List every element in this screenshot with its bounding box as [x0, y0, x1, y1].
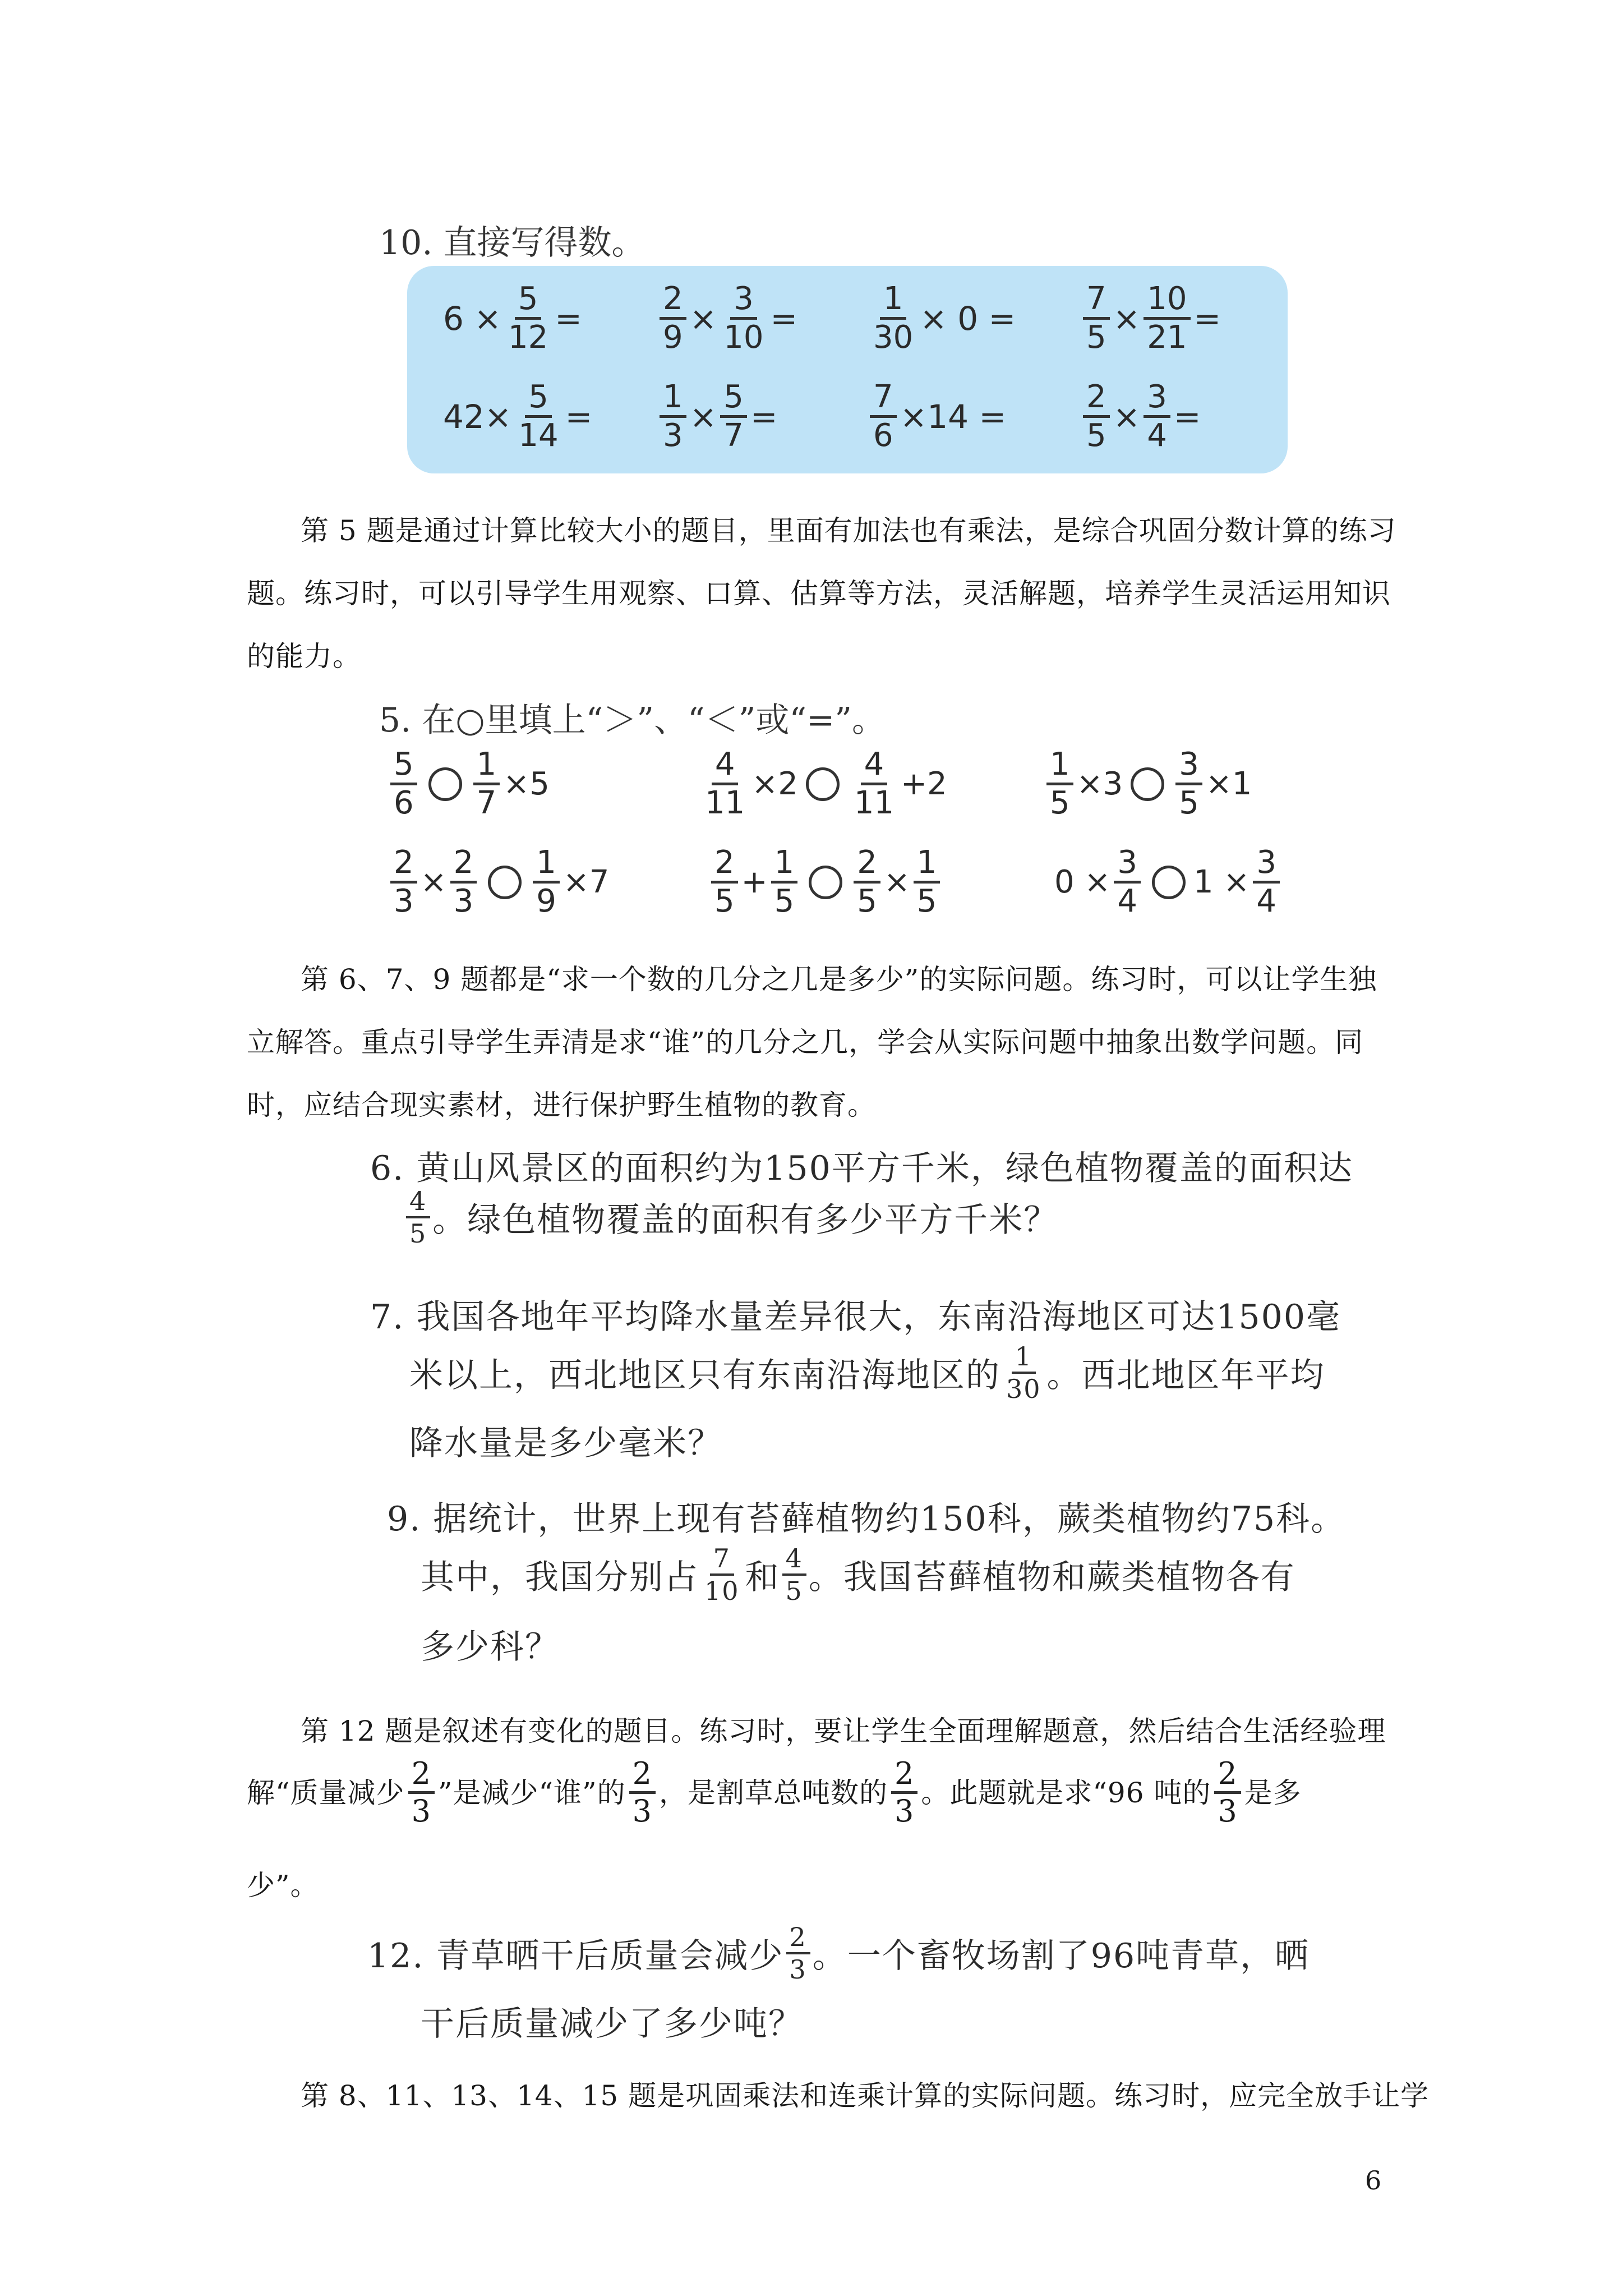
- operator: +: [741, 864, 768, 900]
- numerator: 1: [771, 847, 798, 884]
- ex10-r1-c: [866, 280, 1016, 356]
- expr-text: =: [1173, 397, 1201, 436]
- fraction: [1114, 844, 1141, 919]
- fraction: [406, 1186, 430, 1249]
- fraction: [1083, 381, 1110, 452]
- fraction: [450, 844, 477, 919]
- fraction: [1175, 746, 1202, 821]
- fraction: [720, 280, 767, 356]
- numerator: 1: [533, 847, 560, 884]
- fraction: [1214, 1756, 1241, 1829]
- denominator: 3: [411, 1793, 431, 1829]
- ex5-r1-a: [387, 746, 550, 821]
- numerator: 3: [1114, 847, 1141, 884]
- numerator: 3: [1253, 847, 1280, 884]
- page-number: 6: [1365, 2165, 1382, 2196]
- problem-text: 。绿色植物覆盖的面积有多少平方千米？: [432, 1200, 1059, 1240]
- numerator: 5: [525, 381, 552, 418]
- denominator: 30: [873, 319, 914, 356]
- expr-text: =: [565, 397, 593, 436]
- problem-text: 其中，我国分别占: [421, 1558, 699, 1597]
- fraction: [870, 280, 916, 356]
- compare-circle[interactable]: [428, 767, 462, 801]
- fraction: [854, 844, 880, 919]
- fraction: [660, 381, 686, 452]
- numerator: 7: [870, 381, 897, 418]
- numerator: 2: [408, 1759, 435, 1794]
- compare-circle[interactable]: [809, 866, 842, 899]
- paragraph-line: 第 12 题是叙述有变化的题目。练习时，要让学生全面理解题意，然后结合生活经验理: [301, 1715, 1386, 1747]
- numerator: 1: [914, 847, 940, 884]
- problem-7-line-1: 7. 我国各地年平均降水量差异很大，东南沿海地区可达1500毫: [370, 1297, 1341, 1337]
- ex10-r1-d: [1080, 280, 1221, 356]
- fraction: [1253, 844, 1280, 919]
- fraction: [701, 1545, 743, 1604]
- fraction: [782, 1545, 806, 1604]
- fraction: [390, 844, 417, 919]
- numerator: 1: [473, 749, 500, 785]
- denominator: 3: [1218, 1793, 1238, 1829]
- problem-text: 。西北地区年平均: [1046, 1356, 1325, 1395]
- ex10-r1-b: [656, 280, 798, 356]
- denominator: 3: [894, 1793, 915, 1829]
- problem-9-line-1: 9. 据统计，世界上现有苔藓植物约150科，蕨类植物约75科。: [387, 1499, 1346, 1539]
- fraction: [891, 1756, 917, 1829]
- denominator: 4: [1117, 883, 1137, 919]
- compare-circle[interactable]: [488, 866, 522, 899]
- numerator: 4: [712, 749, 739, 785]
- paragraph-line: 立解答。重点引导学生弄清是求“谁”的几分之几，学会从实际问题中抽象出数学问题。同: [247, 1026, 1364, 1059]
- numerator: 2: [660, 283, 686, 320]
- operator: ×: [689, 397, 717, 436]
- problem-9-line-2: [421, 1545, 1295, 1604]
- numerator: 2: [1083, 381, 1110, 418]
- problem-text: 12. 青草晒干后质量会减少: [367, 1936, 784, 1976]
- fraction: [771, 844, 798, 919]
- paragraph-text: 解“质量减少: [247, 1776, 405, 1809]
- expr-text: 6 ×: [443, 299, 501, 338]
- operator: ×: [420, 864, 447, 900]
- expr-text: =: [1193, 299, 1221, 338]
- denominator: 6: [873, 417, 893, 454]
- expr-text: ×2: [751, 766, 798, 802]
- numerator: 2: [390, 847, 417, 884]
- fraction: [1003, 1343, 1045, 1402]
- paragraph-line: 时，应结合现实素材，进行保护野生植物的教育。: [247, 1089, 876, 1121]
- operator: ×: [1113, 397, 1141, 436]
- numerator: 5: [720, 381, 747, 418]
- fraction: [390, 746, 417, 821]
- fraction: [870, 381, 897, 452]
- ex10-r1-a: [443, 280, 582, 356]
- paragraph-text: 是多: [1244, 1776, 1302, 1809]
- problem-7-line-2: [409, 1343, 1325, 1402]
- paragraph-line: 第 5 题是通过计算比较大小的题目，里面有加法也有乘法，是综合巩固分数计算的练习: [301, 514, 1396, 547]
- paragraph-line: 题。练习时，可以引导学生用观察、口算、估算等方法，灵活解题，培养学生灵活运用知识: [247, 577, 1391, 610]
- fraction: [914, 844, 940, 919]
- denominator: 10: [704, 1576, 740, 1606]
- denominator: 3: [789, 1954, 807, 1985]
- fraction: [851, 746, 897, 821]
- paragraph-line: 第 6、7、9 题都是“求一个数的几分之几是多少”的实际问题。练习时，可以让学生独: [301, 963, 1377, 996]
- denominator: 5: [774, 883, 795, 919]
- fraction: [720, 381, 747, 452]
- numerator: 10: [1144, 283, 1190, 320]
- ex5-r2-a: [387, 844, 610, 919]
- denominator: 5: [409, 1218, 427, 1249]
- denominator: 14: [518, 417, 559, 454]
- problem-7-line-3: 降水量是多少毫米？: [409, 1424, 722, 1463]
- numerator: 2: [711, 847, 738, 884]
- denominator: 6: [394, 785, 414, 821]
- problem-text: 。一个畜牧场割了96吨青草，晒: [812, 1936, 1310, 1976]
- paragraph-text: ，是割草总吨数的: [658, 1776, 888, 1809]
- paragraph-line: 第 8、11、13、14、15 题是巩固乘法和连乘计算的实际问题。练习时，应完全放手让学: [301, 2079, 1430, 2112]
- exercise-10-title: 10. 直接写得数。: [379, 223, 645, 263]
- expr-text: 0 ×: [1054, 864, 1111, 900]
- denominator: 7: [476, 785, 497, 821]
- fraction: [660, 280, 686, 356]
- denominator: 21: [1147, 319, 1187, 356]
- compare-circle[interactable]: [1152, 866, 1186, 899]
- denominator: 5: [1086, 319, 1106, 356]
- expr-text: =: [770, 299, 798, 338]
- paragraph-line: 少”。: [247, 1869, 319, 1902]
- ex5-r2-b: [708, 844, 943, 919]
- numerator: 1: [880, 283, 907, 320]
- denominator: 5: [857, 883, 877, 919]
- expr-text: 1 ×: [1193, 864, 1250, 900]
- paragraph-text: ”是减少“谁”的: [437, 1776, 626, 1809]
- denominator: 9: [663, 319, 683, 356]
- problem-text: 和: [745, 1558, 780, 1597]
- denominator: 10: [723, 319, 764, 356]
- operator: ×: [689, 299, 717, 338]
- paragraph-line: 的能力。: [247, 640, 361, 673]
- denominator: 5: [714, 883, 735, 919]
- denominator: 5: [1179, 785, 1199, 821]
- ex5-r1-c: [1043, 746, 1252, 821]
- denominator: 3: [632, 1793, 652, 1829]
- fraction: [473, 746, 500, 821]
- denominator: 4: [1256, 883, 1276, 919]
- fraction: [1144, 280, 1190, 356]
- fraction: [711, 844, 738, 919]
- expr-text: ×1: [1205, 766, 1252, 802]
- numerator: 2: [786, 1924, 810, 1954]
- fraction: [702, 746, 748, 821]
- fraction: [786, 1922, 810, 1985]
- problem-9-line-3: 多少科？: [421, 1627, 560, 1667]
- expr-text: +2: [901, 766, 947, 802]
- numerator: 5: [390, 749, 417, 785]
- ex10-r2-b: [656, 381, 778, 452]
- numerator: 7: [1083, 283, 1110, 320]
- ex10-r2-c: [866, 381, 1006, 452]
- denominator: 3: [453, 883, 474, 919]
- numerator: 4: [406, 1188, 430, 1218]
- expr-text: × 0 =: [920, 299, 1016, 338]
- denominator: 5: [1050, 785, 1070, 821]
- denominator: 11: [705, 785, 745, 821]
- operator: ×: [883, 864, 910, 900]
- expr-text: =: [555, 299, 582, 338]
- ex5-r1-b: [698, 746, 947, 821]
- expr-text: ×7: [562, 864, 610, 900]
- denominator: 9: [536, 883, 556, 919]
- numerator: 4: [861, 749, 888, 785]
- numerator: 3: [1144, 381, 1170, 418]
- numerator: 2: [1214, 1759, 1241, 1794]
- numerator: 7: [710, 1545, 734, 1576]
- ex10-r2-d: [1080, 381, 1201, 452]
- problem-6-line-2: [404, 1186, 1059, 1249]
- numerator: 4: [782, 1545, 806, 1576]
- denominator: 5: [785, 1576, 803, 1606]
- problem-text: 。我国苔藓植物和蕨类植物各有: [808, 1558, 1295, 1597]
- denominator: 3: [394, 883, 414, 919]
- numerator: 3: [730, 283, 757, 320]
- numerator: 3: [1175, 749, 1202, 785]
- ex5-r2-c: [1054, 844, 1283, 919]
- problem-12-line-1: [367, 1922, 1310, 1985]
- denominator: 5: [1086, 417, 1106, 454]
- numerator: 1: [1012, 1343, 1036, 1374]
- expr-text: ×3: [1076, 766, 1123, 802]
- denominator: 12: [508, 319, 548, 356]
- numerator: 2: [450, 847, 477, 884]
- expr-text: 42×: [443, 397, 512, 436]
- expr-text: ×5: [503, 766, 550, 802]
- numerator: 5: [515, 283, 542, 320]
- compare-circle[interactable]: [1131, 767, 1164, 801]
- paragraph-line: [247, 1756, 1302, 1829]
- problem-text: 米以上，西北地区只有东南沿海地区的: [409, 1356, 1000, 1395]
- fraction: [408, 1756, 435, 1829]
- numerator: 1: [660, 381, 686, 418]
- problem-6-line-1: 6. 黄山风景区的面积约为150平方千米，绿色植物覆盖的面积达: [370, 1149, 1353, 1188]
- expr-text: ×14 =: [900, 397, 1007, 436]
- denominator: 5: [916, 883, 937, 919]
- fraction: [533, 844, 560, 919]
- numerator: 1: [1046, 749, 1073, 785]
- numerator: 2: [629, 1759, 656, 1794]
- paragraph-text: 。此题就是求“96 吨的: [921, 1776, 1211, 1809]
- compare-circle[interactable]: [806, 767, 840, 801]
- expr-text: =: [750, 397, 778, 436]
- denominator: 7: [723, 417, 744, 454]
- numerator: 2: [891, 1759, 917, 1794]
- exercise-5-title: 5. 在○里填上“＞”、“＜”或“=”。: [379, 701, 886, 740]
- problem-12-line-2: 干后质量减少了多少吨？: [421, 2004, 803, 2044]
- numerator: 2: [854, 847, 880, 884]
- denominator: 4: [1147, 417, 1167, 454]
- fraction: [505, 280, 551, 356]
- ex10-r2-a: [443, 381, 592, 452]
- denominator: 30: [1006, 1374, 1041, 1404]
- fraction: [629, 1756, 656, 1829]
- fraction: [515, 381, 561, 452]
- fraction: [1144, 381, 1170, 452]
- denominator: 3: [663, 417, 683, 454]
- denominator: 11: [854, 785, 895, 821]
- operator: ×: [1113, 299, 1141, 338]
- fraction: [1083, 280, 1110, 356]
- fraction: [1046, 746, 1073, 821]
